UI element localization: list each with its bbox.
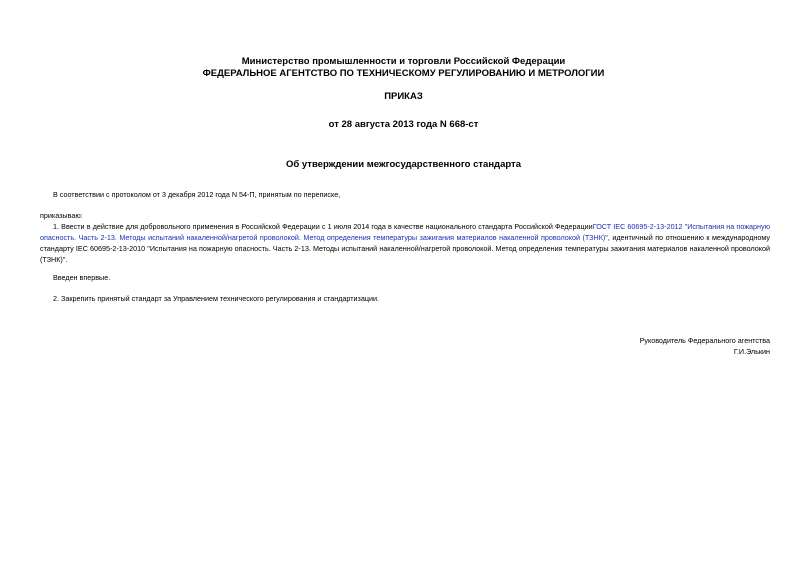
order-word: приказываю:: [40, 211, 83, 220]
item-1-end-text: , идентичный по отношению к международному стандарту IEC 60695-2-13-2010 "Испытания на пожарную опасность. Часть 2-13. Методы испытаний накаленной/нагретой проволокой. Метод определения температуры зажигания материалов накаленной проволокой (ТЗНК)".: [40, 233, 770, 264]
document-date-number: от 28 августа 2013 года N 668-ст: [328, 119, 479, 130]
document-type: ПРИКАЗ: [384, 91, 423, 102]
item-2-text: 2. Закрепить принятый стандарт за Управлением технического регулирования и стандартизации.: [53, 294, 379, 303]
signature-position: Руководитель Федерального агентства: [639, 336, 770, 345]
standard-link[interactable]: ГОСТ IEC 60695-2-13-2012 "Испытания на пожарную опасность. Часть 2-13. Методы испытаний накаленной/нагретой проволокой. Метод определения температуры зажигания материалов накаленной проволокой (ТЗНК)": [40, 222, 770, 242]
document-subject: Об утверждении межгосударственного стандарта: [286, 159, 521, 170]
signature-name: Г.И.Элькин: [733, 347, 770, 356]
ministry-heading: Министерство промышленности и торговли Российской Федерации: [241, 56, 566, 67]
introduced-note: Введен впервые.: [53, 273, 111, 282]
preamble-text: В соответствии с протоколом от 3 декабря 2012 года N 54-П, принятым по переписке,: [53, 190, 341, 199]
item-1-paragraph: [40, 221, 770, 265]
item-1-start-text: 1. Ввести в действие для добровольного применения в Российской Федерации с 1 июля 2014 года в качестве национального стандарта Российской Федерации: [53, 222, 593, 231]
agency-heading: ФЕДЕРАЛЬНОЕ АГЕНТСТВО ПО ТЕХНИЧЕСКОМУ РЕГУЛИРОВАНИЮ И МЕТРОЛОГИИ: [202, 68, 605, 79]
